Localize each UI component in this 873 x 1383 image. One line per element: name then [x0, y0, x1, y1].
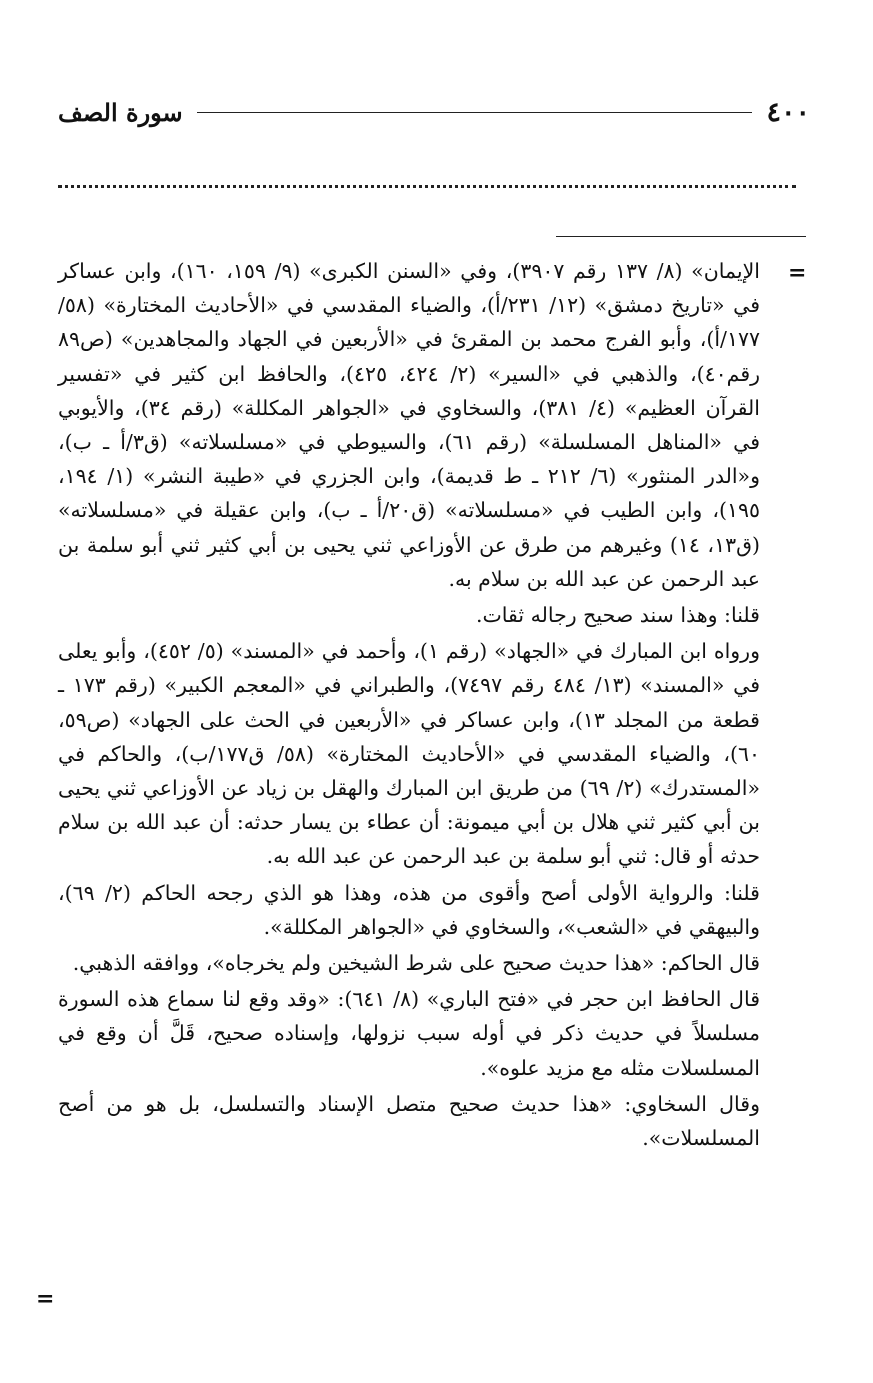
- continued-to-mark: =: [36, 1286, 55, 1312]
- running-title: سورة الصف: [58, 97, 183, 127]
- footnote-paragraph: الإيمان» (٨/ ١٣٧ رقم ٣٩٠٧)، وفي «السنن الكبرى» (٩/ ١٥٩، ١٦٠)، وابن عساكر في «تاريخ دمشق» (١٢/ ٢٣١/أ)، والضياء المقدسي في «الأحاديث المختارة» (٥٨/ ١٧٧/أ)، وأبو الفرج محمد بن المقرئ في «الأربعين في الجهاد والمجاهدين» (ص٨٩ رقم٤٠)، والذهبي في «السير» (٢/ ٤٢٤، ٤٢٥)، والحافظ ابن كثير في «تفسير القرآن العظيم» (٤/ ٣٨١)، والسخاوي في «الجواهر المكللة» (رقم ٣٤)، والأيوبي في «المناهل المسلسلة» (رقم ٦١)، والسيوطي في «مسلسلاته» (ق٣/أ ـ ب)، و«الدر المنثور» (٦/ ٢١٢ ـ ط قديمة)، وابن الجزري في «طيبة النشر» (١/ ١٩٤، ١٩٥)، وابن الطيب في «مسلسلاته» (ق٢٠/أ ـ ب)، وابن عقيلة في «مسلسلاته» (ق١٣، ١٤) وغيرهم من طرق عن الأوزاعي ثني يحيى بن أبي كثير ثني أبو سلمة بن عبد الرحمن عن عبد الله بن سلام به.: [58, 259, 761, 591]
- footnote-paragraph: قال الحافظ ابن حجر في «فتح الباري» (٨/ ٦٤١): «وقد وقع لنا سماع هذه السورة مسلسلاً في حديث ذكر في أوله سبب نزولها، وإسناده صحيح، قَلَّ أن وقع في المسلسلات مثله مع مزيد علوه».: [58, 987, 761, 1080]
- page-number: ٤٠٠: [766, 96, 810, 128]
- header-rule: [197, 112, 753, 113]
- footnote-paragraph: قلنا: والرواية الأولى أصح وأقوى من هذه، وهذا هو الذي رجحه الحاكم (٢/ ٦٩)، والبيهقي في «الشعب»، والسخاوي في «الجواهر المكللة».: [58, 880, 760, 939]
- footnote-separator: [556, 236, 806, 237]
- page-header: [58, 92, 810, 132]
- main-text-separator: [58, 185, 796, 188]
- footnote-paragraph: قال الحاكم: «هذا حديث صحيح على شرط الشيخين ولم يخرجاه»، ووافقه الذهبي.: [72, 951, 760, 976]
- footnote-paragraph: ورواه ابن المبارك في «الجهاد» (رقم ١)، وأحمد في «المسند» (٥/ ٤٥٢)، وأبو يعلى في «المسند» (١٣/ ٤٨٤ رقم ٧٤٩٧)، والطبراني في «المعجم الكبير» (رقم ١٧٣ ـ قطعة من المجلد ١٣)، وابن عساكر في «الأربعين في الحث على الجهاد» (ص٥٩، ٦٠)، والضياء المقدسي في «الأحاديث المختارة» (٥٨/ ق١٧٧/ب)، والحاكم في «المستدرك» (٢/ ٦٩) من طريق ابن المبارك والهقل بن زياد عن الأوزاعي ثني يحيى بن أبي كثير ثني هلال بن أبي ميمونة: أن عطاء بن يسار حدثه: أن عبد الله بن سلام حدثه أو قال: ثني أبو سلمة بن عبد الرحمن عن عبد الله به.: [58, 639, 761, 869]
- footnote-paragraph: وقال السخاوي: «هذا حديث صحيح متصل الإسناد والتسلسل، بل هو من أصح المسلسلات».: [58, 1091, 760, 1151]
- continued-from-mark: =: [788, 260, 807, 286]
- footnote-body: [58, 254, 760, 1155]
- footnote-paragraph: قلنا: وهذا سند صحيح رجاله ثقات.: [475, 603, 760, 628]
